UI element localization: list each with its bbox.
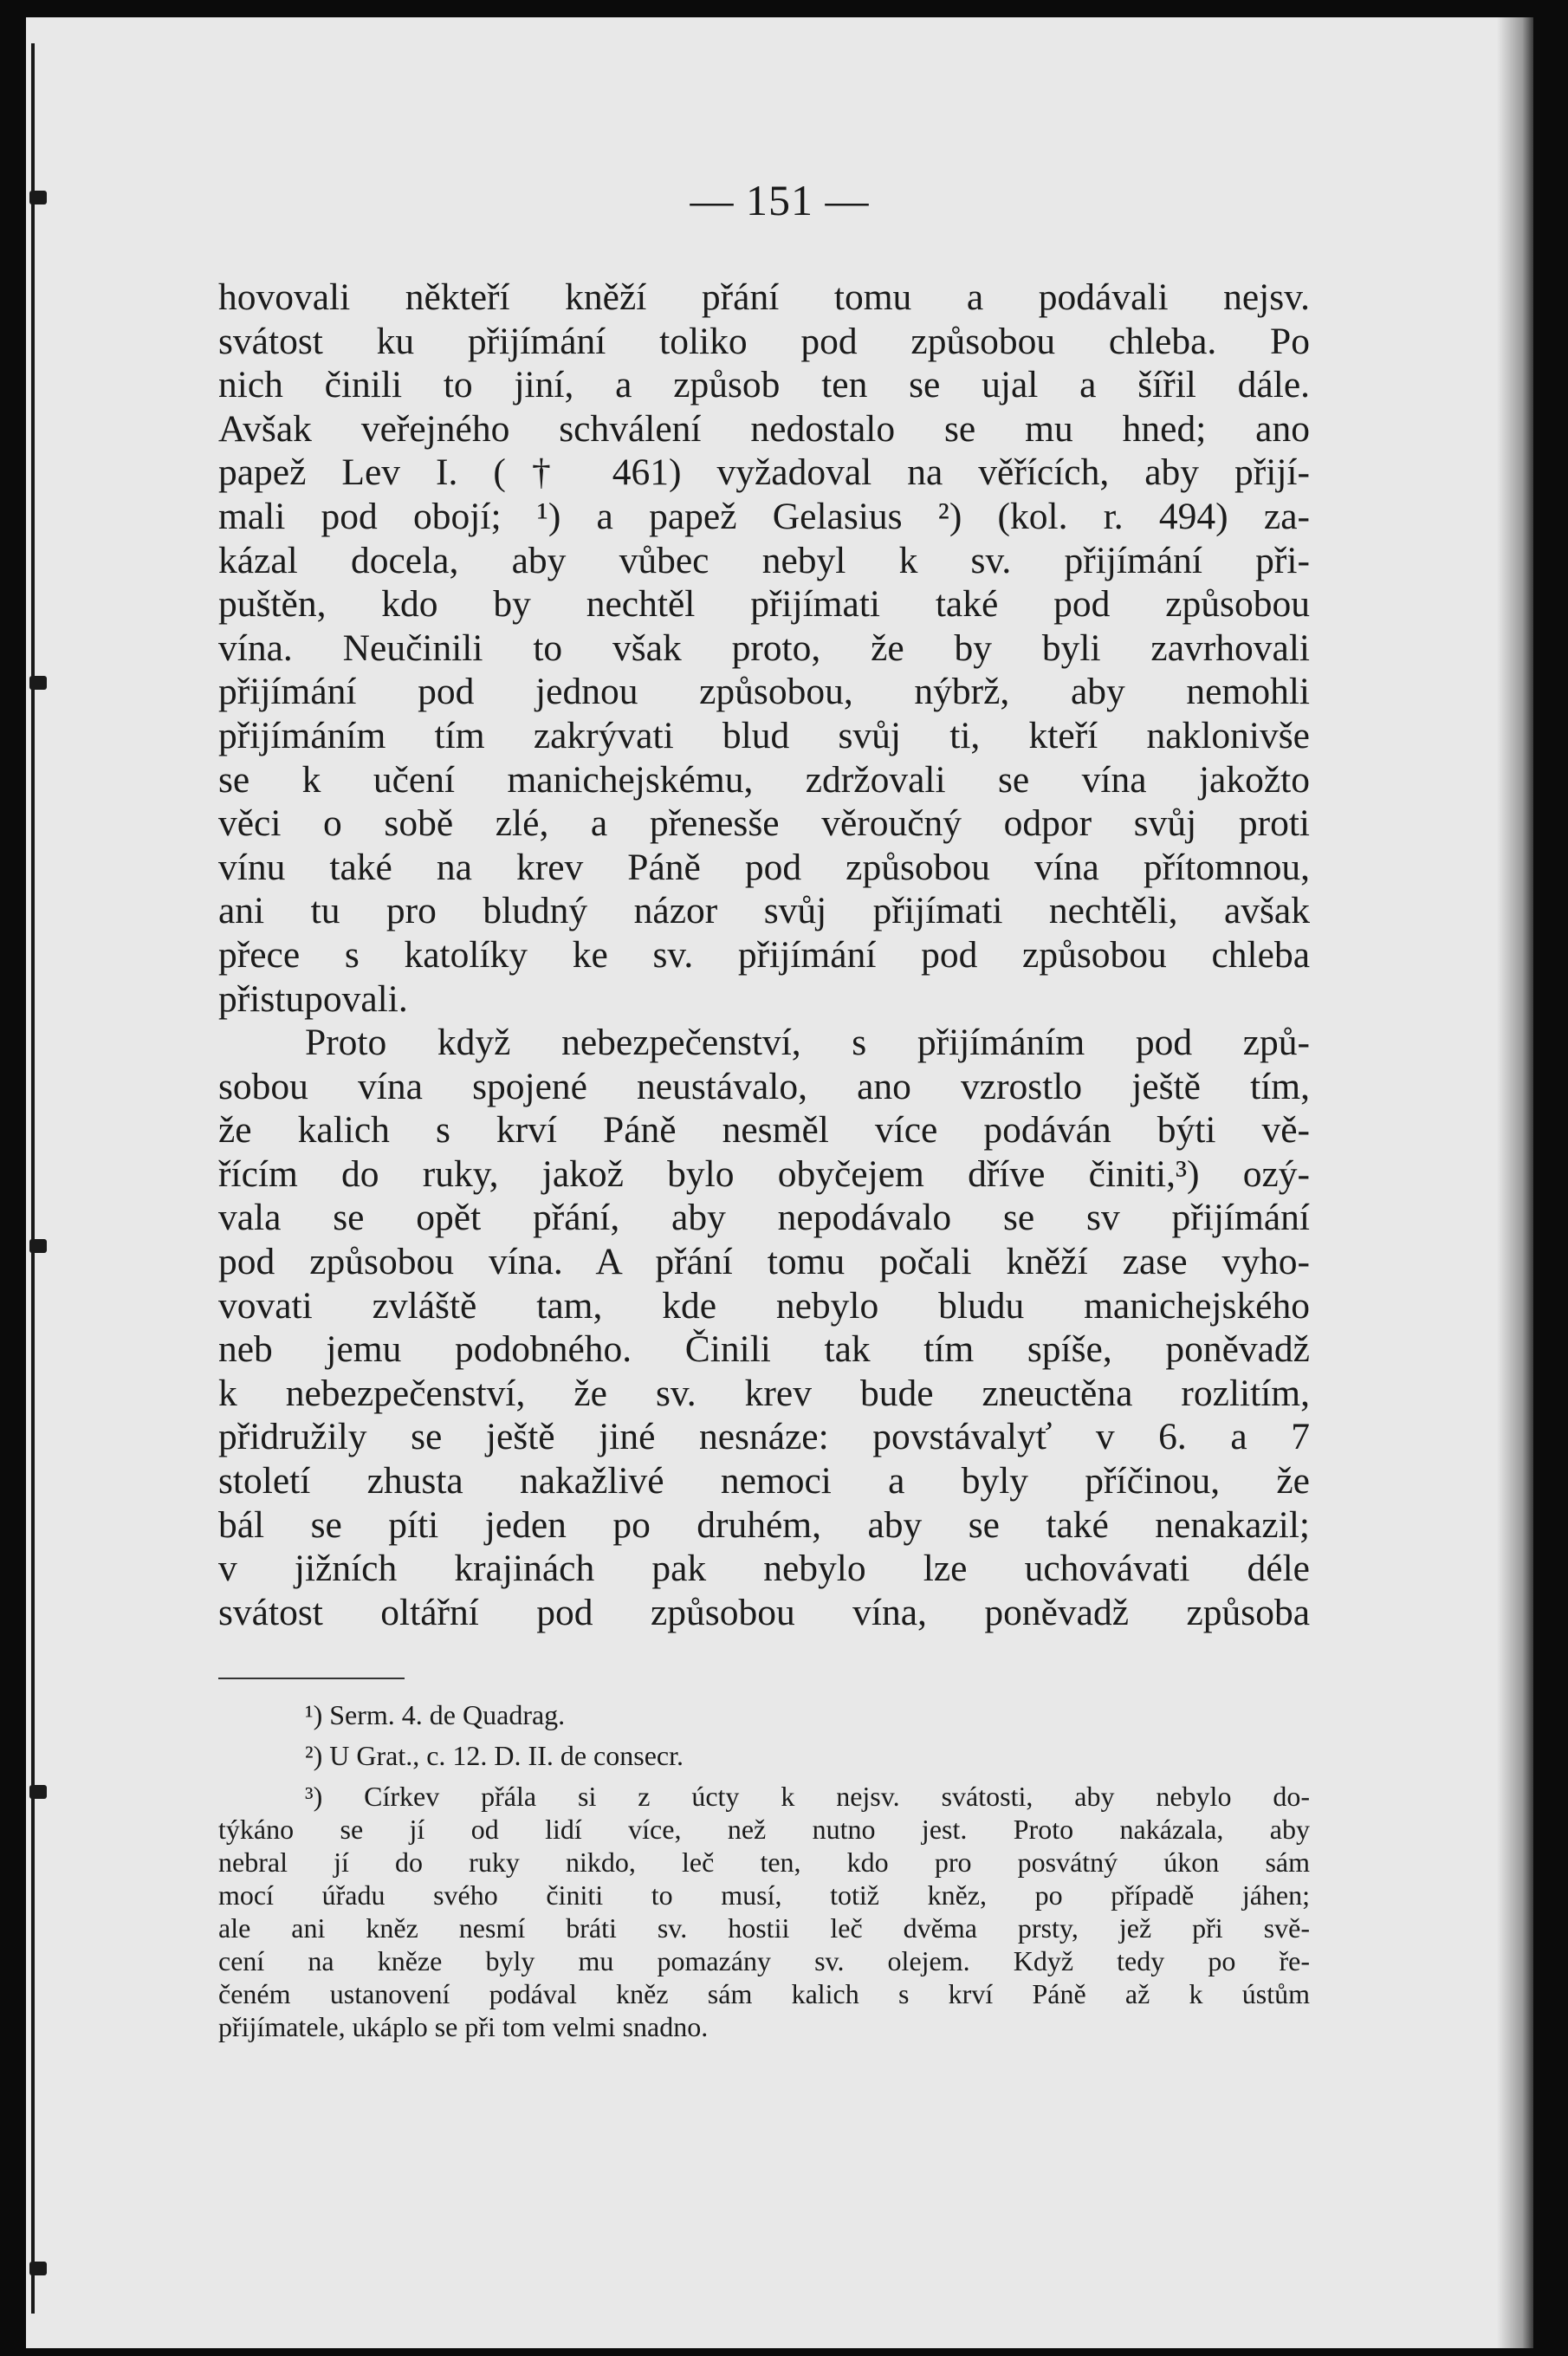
text-line: vala se opět přání, aby nepodávalo se sv přijímání [218, 1197, 1310, 1239]
text-line: puštěn, kdo by nechtěl přijímati také pod způsobou [218, 583, 1310, 626]
text-line: století zhusta nakažlivé nemoci a byly příčinou, že [218, 1460, 1310, 1503]
text-line: sobou vína spojené neustávalo, ano vzrostlo ještě tím, [218, 1065, 1310, 1107]
footnote-3-line: čeném ustanovení podával kněz sám kalich s krví Páně až k ústům [218, 1978, 1310, 2009]
text-line: svátost oltářní pod způsobou vína, poněvadž způsoba [218, 1591, 1310, 1633]
text-line: pod způsobou vína. A přání tomu počali kněží zase vyho- [218, 1241, 1310, 1283]
text-line: vínu také na krev Páně pod způsobou vína přítomnou, [218, 846, 1310, 888]
footnote-3-line: mocí úřadu svého činiti to musí, totiž kněz, po případě jáhen; [218, 1879, 1310, 1911]
text-line: přijímáním tím zakrývati blud svůj ti, kteří naklonivše [218, 714, 1310, 756]
text-line: k nebezpečenství, že sv. krev bude zneuctěna rozlitím, [218, 1372, 1310, 1414]
text-line: přece s katolíky ke sv. přijímání pod způsobou chleba [218, 933, 1310, 976]
text-line: Avšak veřejného schválení nedostalo se mu hned; ano [218, 407, 1310, 450]
text-line: věci o sobě zlé, a přenesše věroučný odpor svůj proti [218, 802, 1310, 845]
binding-mark [29, 2262, 47, 2275]
text-line: svátost ku přijímání toliko pod způsobou chleba. Po [218, 320, 1310, 362]
footnote-3-line: ³) Církev přála si z úcty k nejsv. svátosti, aby nebylo do- [305, 1781, 1310, 1812]
body-text [218, 276, 1310, 1634]
page-number: — 151 — [690, 176, 870, 224]
text-line: neb jemu podobného. Činili tak tím spíše, poněvadž [218, 1328, 1310, 1371]
book-page [26, 17, 1533, 2348]
binding-mark [29, 676, 47, 690]
footnote-2: ²) U Grat., c. 12. D. II. de consecr. [305, 1740, 684, 1771]
text-line: mali pod obojí; ¹) a papež Gelasius ²) (kol. r. 494) za- [218, 495, 1310, 537]
text-line: hovovali někteří kněží přání tomu a podávali nejsv. [218, 276, 1310, 318]
footnote-3-line: nebral jí do ruky nikdo, leč ten, kdo pro posvátný úkon sám [218, 1847, 1310, 1878]
text-line: přistupovali. [218, 977, 408, 1020]
text-line: ani tu pro bludný názor svůj přijímati nechtěli, avšak [218, 890, 1310, 932]
footnote-divider [218, 1678, 405, 1679]
footnote-3-line: ale ani kněz nesmí bráti sv. hostii leč dvěma prsty, jež při svě- [218, 1912, 1310, 1944]
page-edge-shadow [1497, 17, 1533, 2348]
text-line: v jižních krajinách pak nebylo lze uchovávati déle [218, 1548, 1310, 1590]
text-line: se k učení manichejskému, zdržovali se vína jakožto [218, 758, 1310, 801]
text-line: že kalich s krví Páně nesměl více podáván býti vě- [218, 1109, 1310, 1152]
footnote-3-line: týkáno se jí od lidí více, než nutno jest. Proto nakázala, aby [218, 1814, 1310, 1845]
binding-line [31, 43, 35, 2314]
text-line: bál se píti jeden po druhém, aby se také nenakazil; [218, 1503, 1310, 1546]
text-line: přidružily se ještě jiné nesnáze: povstávalyť v 6. a 7 [218, 1416, 1310, 1458]
text-line: nich činili to jiní, a způsob ten se ujal a šířil dále. [218, 364, 1310, 406]
text-line: vovati zvláště tam, kde nebylo bludu manichejského [218, 1284, 1310, 1327]
footnote-1: ¹) Serm. 4. de Quadrag. [305, 1699, 566, 1730]
footnotes [218, 1698, 1310, 2043]
text-line: přijímání pod jednou způsobou, nýbrž, aby nemohli [218, 671, 1310, 713]
footnote-3-line: přijímatele, ukáplo se při tom velmi snadno. [218, 2011, 709, 2042]
text-line: kázal docela, aby vůbec nebyl k sv. přijímání při- [218, 539, 1310, 581]
binding-mark [29, 1785, 47, 1799]
text-line: řícím do ruky, jakož bylo obyčejem dříve činiti,³) ozý- [218, 1152, 1310, 1195]
text-line: papež Lev I. († 461) vyžadoval na věřících, aby přijí- [218, 451, 1310, 494]
text-line: vína. Neučinili to však proto, že by byli zavrhovali [218, 626, 1310, 669]
text-line: Proto když nebezpečenství, s přijímáním pod způ- [305, 1022, 1310, 1064]
footnote-3-line: cení na kněze byly mu pomazány sv. olejem. Když tedy po ře- [218, 1945, 1310, 1976]
binding-mark [29, 1239, 47, 1253]
